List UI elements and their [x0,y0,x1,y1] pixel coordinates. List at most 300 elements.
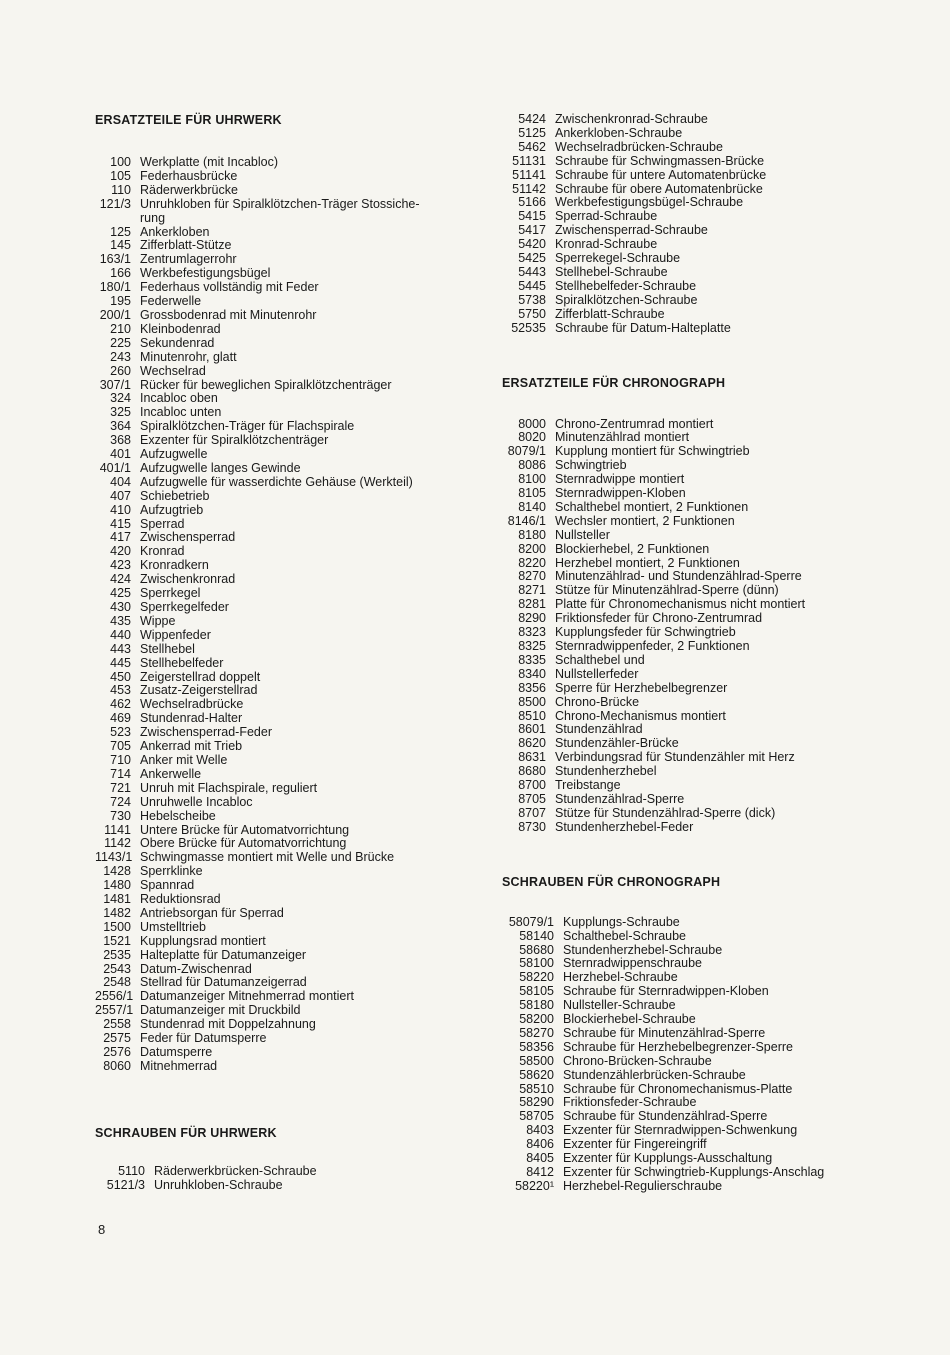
part-number: 2557/1 [95,1003,134,1018]
list-item [502,779,922,793]
list-item [502,971,922,985]
list-item [502,916,922,930]
part-number: 145 [110,238,131,253]
part-description: Sperrkegel [140,586,201,601]
part-description: Minutenzählrad montiert [555,430,690,445]
part-number: 8146/1 [507,513,546,528]
list-item [502,183,922,197]
list-item [95,1179,490,1193]
part-number: 8281 [518,597,546,612]
part-number: 5417 [518,223,546,238]
part-number: 8412 [526,1165,554,1179]
part-number: 462 [110,697,131,712]
part-number: 210 [110,321,131,336]
part-description: Datumanzeiger mit Druckbild [140,1003,301,1018]
part-number: 260 [110,363,131,378]
part-description: Feder für Datumsperre [140,1031,267,1046]
list-item [502,322,922,336]
part-number: 5420 [518,237,546,252]
part-number: 58180 [519,998,554,1013]
part-number: 1481 [103,892,131,907]
part-number: 8500 [518,694,546,709]
part-number: 225 [110,335,131,350]
list-item [502,155,922,169]
part-description: Zwischensperrad-Feder [140,725,272,740]
part-description: Unruhkloben-Schraube [154,1177,283,1192]
part-number: 58079/1 [508,914,554,929]
list-item [95,406,490,420]
list-item [502,557,922,571]
part-description: Unruhkloben für Spiralklötzchen-Träger Stossiche- [140,196,420,211]
part-number: 469 [110,711,131,726]
list-item [502,445,922,459]
screws-chronograph-list [502,916,922,1194]
part-number: 8100 [518,472,546,487]
part-number: 424 [110,572,131,587]
part-number: 195 [110,294,131,309]
section-title-screws-chronograph: SCHRAUBEN FÜR CHRONOGRAPH [502,874,721,889]
list-item [95,921,490,935]
list-item [95,156,490,170]
list-item [95,796,490,810]
list-item [502,210,922,224]
part-number: 730 [110,808,131,823]
list-item [95,712,490,726]
part-number: 8105 [518,486,546,501]
part-description: Wechselradbrücken-Schraube [555,139,723,154]
part-description: Schiebetrieb [140,488,210,503]
list-item [502,515,922,529]
list-item [95,559,490,573]
section-title-parts-chronograph: ERSATZTEILE FÜR CHRONOGRAPH [502,375,726,390]
part-description: Räderwerkbrücken-Schraube [154,1163,317,1178]
part-description: Ankerrad mit Trieb [140,739,243,754]
part-description: Wippe [140,613,176,628]
list-item [502,765,922,779]
list-item [502,280,922,294]
part-number: 8270 [518,569,546,584]
part-description: Blockierhebel, 2 Funktionen [555,541,710,556]
part-description: Chrono-Brücken-Schraube [563,1053,712,1068]
screws-movement-list [95,1165,490,1193]
part-description: Nullsteller [555,527,610,542]
list-item [95,726,490,740]
list-item [95,281,490,295]
list-item [95,1032,490,1046]
part-description: Herzhebel montiert, 2 Funktionen [555,555,740,570]
list-item [95,657,490,671]
list-item [95,810,490,824]
part-number: 58510 [519,1081,554,1096]
part-description: Incabloc oben [140,391,218,406]
part-number: 714 [110,766,131,781]
part-number: 8631 [518,750,546,765]
part-description: Schraube für Datum-Halteplatte [555,320,731,335]
part-description: Minutenrohr, glatt [140,349,237,364]
part-number: 5415 [518,209,546,224]
list-item [502,751,922,765]
list-item [502,1027,922,1041]
part-description: Datumsperre [140,1045,213,1059]
part-number: 8323 [518,625,546,640]
list-item [502,196,922,210]
part-description: Zentrumlagerrohr [140,252,237,267]
list-item [502,710,922,724]
list-item [95,837,490,851]
part-description: Federhaus vollständig mit Feder [140,280,319,295]
part-description: Umstelltrieb [140,919,206,934]
list-item [502,473,922,487]
part-description: Schalthebel und [555,652,645,667]
part-number: 1521 [103,933,131,948]
part-description: Wechsler montiert, 2 Funktionen [555,513,735,528]
part-description: Stellhebelfeder-Schraube [555,278,697,293]
list-item [95,531,490,545]
part-description: Ankerwelle [140,766,202,781]
part-number: 5125 [518,125,546,140]
part-number: 443 [110,641,131,656]
part-description: Ankerkloben [140,224,210,239]
part-description: Obere Brücke für Automatvorrichtung [140,836,347,851]
part-description: Stütze für Stundenzählrad-Sperre (dick) [555,805,776,820]
list-item [95,698,490,712]
part-description: Sperre für Herzhebelbegrenzer [555,680,728,695]
part-description: Schraube für Herzhebelbegrenzer-Sperre [563,1039,793,1054]
part-description: Rücker für beweglichen Spiralklötzchenträger [140,377,392,392]
part-number: 51131 [512,153,546,168]
part-description: Hebelscheibe [140,808,216,823]
list-item [95,768,490,782]
part-number: 8620 [518,736,546,751]
list-item [95,1046,490,1060]
part-number: 58290 [519,1095,554,1110]
part-number: 5425 [518,251,546,266]
part-number: 435 [110,613,131,628]
part-description: Zwischensperrad-Schraube [555,223,708,238]
part-description: Stundenzählrad-Sperre [555,791,685,806]
list-item [95,267,490,281]
part-description: Halteplatte für Datumanzeiger [140,947,307,962]
part-number: 105 [110,168,131,183]
part-description: Aufzugtrieb [140,502,204,517]
part-description: Exzenter für Schwingtrieb-Kupplungs-Anschlag [563,1165,825,1179]
part-description: Kleinbodenrad [140,321,221,336]
part-number: 2556/1 [95,989,134,1004]
list-item [502,821,922,835]
part-description: Aufzugwelle langes Gewinde [140,460,301,475]
part-number: 1141 [104,822,131,837]
part-number: 8705 [518,791,546,806]
part-description: Räderwerkbrücke [140,182,238,197]
part-description: Wechselrad [140,363,206,378]
part-description: Sternradwippen-Kloben [555,486,686,501]
part-number: 523 [110,725,131,740]
part-number: 423 [110,558,131,573]
list-item [95,434,490,448]
list-item [95,462,490,476]
part-number: 58140 [519,928,554,943]
list-item [95,184,490,198]
part-number: 5110 [118,1163,145,1178]
part-description: Schraube für Chronomechanismus-Platte [563,1081,793,1096]
part-description: Friktionsfeder für Chrono-Zentrumrad [555,611,763,626]
part-description: Werkplatte (mit Incabloc) [140,155,279,169]
list-item [95,253,490,267]
list-item [95,504,490,518]
part-number: 2543 [103,961,131,976]
part-number: 58220¹ [515,1178,554,1193]
part-number: 8335 [518,652,546,667]
list-item [502,957,922,971]
part-description: Friktionsfeder-Schraube [563,1095,697,1110]
part-number: 58680 [519,942,554,957]
part-description: Chrono-Zentrumrad montiert [555,416,714,431]
part-description: Sekundenrad [140,335,215,350]
list-item [95,893,490,907]
part-number: 8356 [518,680,546,695]
part-number: 58270 [519,1025,554,1040]
part-description: Schraube für Schwingmassen-Brücke [555,153,765,168]
list-item [95,518,490,532]
part-description: Schraube für untere Automatenbrücke [555,167,767,182]
part-number: 307/1 [99,377,131,392]
part-number: 721 [110,780,131,795]
part-number: 180/1 [99,280,131,295]
part-number: 8220 [518,555,546,570]
part-description: Kupplungs-Schraube [563,914,680,929]
list-item [95,907,490,921]
part-description: Kronrad [140,544,185,559]
part-number: 58100 [519,956,554,971]
part-description: Stundenrad mit Doppelzahnung [140,1017,316,1032]
part-description: Sperrad [140,516,185,531]
list-item [502,793,922,807]
list-item [95,379,490,393]
list-item [95,949,490,963]
part-number: 8271 [518,583,546,598]
part-number: 5462 [518,139,546,154]
list-item [95,212,490,226]
part-number: 125 [110,224,131,239]
list-item [95,851,490,865]
part-number: 166 [110,266,131,281]
part-number: 8406 [526,1137,554,1152]
list-item [502,930,922,944]
part-number: 5443 [518,264,546,279]
part-number: 724 [110,794,131,809]
part-description: Sperrad-Schraube [555,209,658,224]
list-item [95,545,490,559]
parts-movement-list [95,156,490,1074]
part-number: 5121/3 [106,1177,145,1192]
list-item [502,1110,922,1124]
list-item [502,1041,922,1055]
list-item [502,1083,922,1097]
part-number: 51141 [512,167,546,182]
part-number: 110 [111,182,131,197]
part-number: 5424 [518,112,546,126]
part-number: 8140 [518,499,546,514]
list-item [95,824,490,838]
list-item [502,224,922,238]
list-item [95,1018,490,1032]
part-description: Schraube für Minutenzählrad-Sperre [563,1025,766,1040]
part-number: 1480 [103,878,131,893]
part-number: 8200 [518,541,546,556]
part-description: Sternradwippenfeder, 2 Funktionen [555,639,750,653]
list-item [95,295,490,309]
part-description: Stundenrad-Halter [140,711,243,726]
part-description: Herzhebel-Regulierschraube [563,1178,723,1193]
part-description: Stundenherzhebel [555,764,657,779]
part-description: Platte für Chronomechanismus nicht montiert [555,597,806,612]
list-item [95,1165,490,1179]
part-description: Stundenzählerbrücken-Schraube [563,1067,746,1082]
part-description: Exzenter für Kupplungs-Ausschaltung [563,1151,773,1166]
list-item [95,865,490,879]
list-item [95,935,490,949]
list-item [502,696,922,710]
part-number: 121/3 [99,196,131,211]
list-item [502,640,922,654]
part-number: 58220 [519,970,554,985]
part-description: Stundenherzhebel-Schraube [563,942,723,957]
list-item [502,501,922,515]
part-description: rung [140,210,166,225]
part-description: Kronrad-Schraube [555,237,658,252]
part-description: Wechselradbrücke [140,697,244,712]
part-description: Zifferblatt-Schraube [555,306,665,321]
part-number: 8403 [526,1123,554,1138]
part-number: 2575 [103,1031,131,1046]
list-item [95,573,490,587]
list-item [95,392,490,406]
part-description: Sperrkegelfeder [140,600,229,614]
list-item [502,418,922,432]
part-number: 8000 [518,416,546,431]
part-description: Zwischenkronrad-Schraube [555,112,708,126]
list-item [502,169,922,183]
part-number: 368 [110,433,131,448]
part-description: Antriebsorgan für Sperrad [140,905,284,920]
part-number: 8405 [526,1151,554,1166]
part-description: Schraube für obere Automatenbrücke [555,181,763,196]
part-number: 453 [110,683,131,698]
part-number: 2558 [103,1017,131,1032]
list-item [95,490,490,504]
list-item [502,944,922,958]
part-description: Ankerkloben-Schraube [555,125,683,140]
part-number: 8340 [518,666,546,681]
part-description: Sperrklinke [140,864,203,879]
part-number: 1428 [103,864,131,879]
right-column [502,113,922,1194]
list-item [95,782,490,796]
list-item [95,740,490,754]
list-item [502,1124,922,1138]
part-number: 8730 [518,819,546,834]
list-item [502,1152,922,1166]
part-number: 2576 [103,1045,131,1059]
list-item [502,238,922,252]
part-description: Kronradkern [140,558,209,573]
list-item [95,1004,490,1018]
section-title-screws-movement: SCHRAUBEN FÜR UHRWERK [95,1125,277,1140]
part-number: 8086 [518,458,546,473]
part-description: Herzhebel-Schraube [563,970,678,985]
list-item [95,587,490,601]
list-item [95,1060,490,1074]
part-number: 404 [110,474,131,489]
part-description: Schalthebel-Schraube [563,928,686,943]
part-number: 1482 [103,905,131,920]
part-description: Sperrekegel-Schraube [555,251,681,266]
part-number: 5445 [518,278,546,293]
part-number: 364 [110,419,131,434]
part-description: Aufzugwelle für wasserdichte Gehäuse (Werkteil) [140,474,413,489]
part-description: Wippenfeder [140,627,211,642]
part-number: 8079/1 [507,444,546,459]
part-description: Zwischenkronrad [140,572,236,587]
list-item [502,682,922,696]
page-number: 8 [98,1222,106,1237]
part-description: Grossbodenrad mit Minutenrohr [140,307,317,322]
list-item [502,529,922,543]
part-number: 1500 [103,919,131,934]
part-description: Nullsteller-Schraube [563,998,676,1013]
list-item [95,754,490,768]
part-description: Federhausbrücke [140,168,238,183]
left-column [95,113,490,1193]
list-item [502,570,922,584]
part-description: Stellhebel-Schraube [555,264,668,279]
list-item [95,601,490,615]
list-item [502,985,922,999]
part-number: 8700 [518,778,546,793]
part-number: 705 [110,739,131,754]
part-number: 5166 [518,195,546,210]
list-item [502,1180,922,1194]
list-item [95,615,490,629]
part-number: 401/1 [99,460,131,475]
list-item [95,309,490,323]
part-description: Chrono-Brücke [555,694,640,709]
part-description: Schraube für Stundenzählrad-Sperre [563,1109,768,1124]
part-number: 8510 [518,708,546,723]
part-number: 401 [110,447,131,462]
list-item [95,476,490,490]
list-item [502,737,922,751]
part-number: 450 [110,669,131,684]
list-item [502,612,922,626]
part-number: 200/1 [99,307,131,322]
list-item [502,668,922,682]
part-number: 407 [110,488,131,503]
list-item [95,990,490,1004]
part-number: 8707 [518,805,546,820]
list-item [95,643,490,657]
list-item [95,671,490,685]
list-item [502,543,922,557]
list-item [95,684,490,698]
part-number: 445 [110,655,131,670]
part-description: Spannrad [140,878,195,893]
part-description: Aufzugwelle [140,447,208,462]
part-description: Spiralklötzchen-Schraube [555,292,698,307]
list-item [502,598,922,612]
part-number: 8290 [518,611,546,626]
part-description: Schwingtrieb [555,458,627,473]
